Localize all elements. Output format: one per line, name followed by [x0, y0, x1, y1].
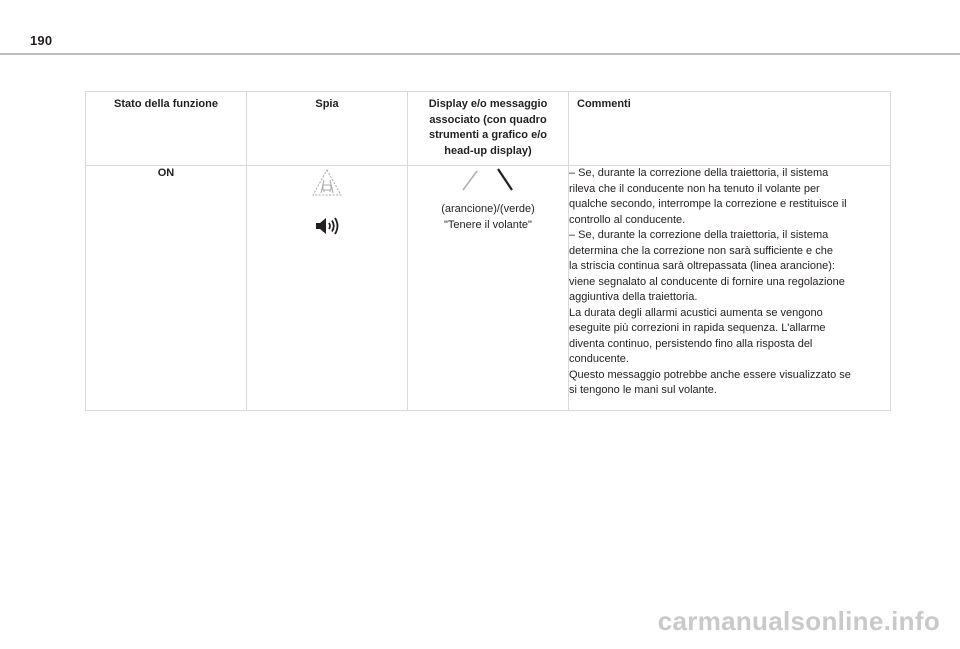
header-display-message: Display e/o messaggio associato (con quadro strumenti a grafico e/o head-up display) — [408, 92, 569, 166]
orange-line-icon — [463, 171, 477, 190]
comment-line: eseguite più correzioni in rapida sequenza. L'allarme — [569, 322, 826, 334]
table-header-row — [86, 92, 891, 166]
comment-line: diventa continuo, persistendo fino alla risposta del — [569, 337, 813, 350]
comment-line: La durata degli allarmi acustici aumenta se vengono — [569, 306, 823, 319]
state-cell: ON — [86, 166, 247, 411]
comment-line: controllo al conducente. — [569, 213, 686, 226]
comment-line: si tengono le mani sul volante. — [569, 384, 717, 396]
comment-line: determina che la correzione non sarà sufficiente e che — [569, 244, 833, 257]
comment-line: Questo messaggio potrebbe anche essere visualizzato se — [569, 368, 851, 381]
sound-alert-icon — [314, 216, 340, 236]
comment-line: conducente. — [569, 353, 629, 365]
spia-cell — [247, 166, 408, 411]
function-status-table — [85, 91, 891, 411]
header-rule — [0, 53, 960, 55]
table-row — [86, 166, 891, 411]
comment-line: rileva che il conducente non ha tenuto il volante per — [569, 182, 820, 195]
comment-line: viene segnalato al conducente di fornire una regolazione — [569, 275, 845, 288]
lane-lines-icon — [453, 166, 523, 192]
header-spia: Spia — [247, 92, 408, 166]
comment-line: – Se, durante la correzione della traiettoria, il sistema — [569, 229, 829, 241]
display-cell — [408, 166, 569, 411]
header-comments: Commenti — [569, 92, 891, 166]
comment-line: qualche secondo, interrompe la correzione e restituisce il — [569, 198, 847, 210]
display-caption-colors: (arancione)/(verde) — [441, 203, 535, 215]
comment-line: – Se, durante la correzione della traiettoria, il sistema — [569, 167, 829, 179]
comments-cell — [569, 166, 891, 411]
header-function-status: Stato della funzione — [86, 92, 247, 166]
display-caption-message: "Tenere il volante" — [444, 218, 532, 231]
green-line-icon — [498, 169, 512, 190]
lane-keeping-warning-icon — [310, 166, 344, 200]
page-number: 190 — [30, 33, 53, 48]
comment-line: la striscia continua sarà oltrepassata (linea arancione): — [569, 260, 835, 272]
watermark: carmanualsonline.info — [657, 606, 940, 636]
comment-line: aggiuntiva della traiettoria. — [569, 291, 698, 303]
